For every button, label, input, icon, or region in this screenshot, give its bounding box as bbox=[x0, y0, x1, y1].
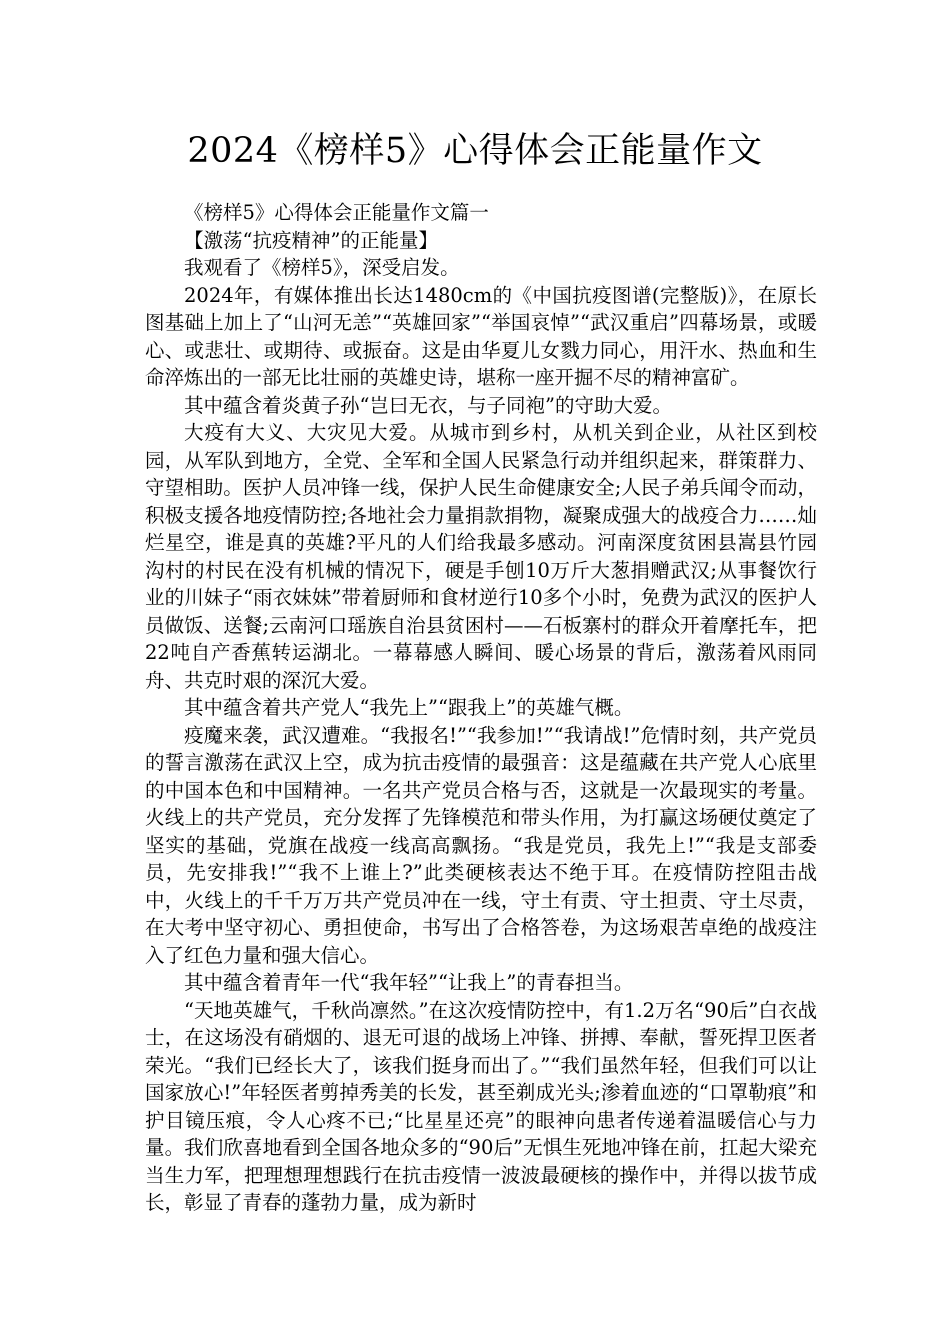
body-paragraph: 其中蕴含着青年一代“我年轻”“让我上”的青春担当。 bbox=[184, 971, 634, 994]
body-paragraph: 其中蕴含着炎黄子孙“岂曰无衣，与子同袍”的守助大爱。 bbox=[184, 393, 672, 417]
document-title: 2024《榜样5》心得体会正能量作文 bbox=[187, 131, 763, 171]
body-paragraph: “天地英雄气，千秋尚凛然。”在这次疫情防控中，有1.2万名“90后”白衣战士，在这场没有硝烟的、退无可退的战场上冲锋、拼搏、奉献，誓死捍卫医者荣光。“我们已经长大了，该我们挺身而出了。”“我们虽然年轻，但我们可以让国家放心!”年轻医者剪掉秀美的长发，甚至剃成光头;渗着血迹的“口罩勒痕”和护目镜压痕，令人心疼不已;“比星星还亮”的眼神向患者传递着温暖信心与力量。我们欣喜地看到全国各地众多的“90后”无惧生死地冲锋在前，扛起大梁充当生力军，把理想理想践行在抗击疫情一波波最硬核的操作中，并得以拔节成长，彰显了青春的蓬勃力量，成为新时 bbox=[145, 998, 817, 1214]
body-paragraph: 大疫有大义、大灾见大爱。从城市到乡村，从机关到企业，从社区到校园，从军队到地方，全党、全军和全国人民紧急行动并组织起来，群策群力、守望相助。医护人员冲锋一线，保护人民生命健康安全;人民子弟兵闻令而动，积极支援各地疫情防控;各地社会力量捐款捐物，凝聚成强大的战疫合力……灿烂星空，谁是真的英雄?平凡的人们给我最多感动。河南深度贫困县嵩县竹园沟村的村民在没有机械的情况下，硬是手刨10万斤大葱捐赠武汉;从事餐饮行业的川妹子“雨衣妹妹”带着厨师和食材逆行10多个小时，免费为武汉的医护人员做饭、送餐;云南河口瑶族自治县贫困村——石板寨村的群众开着摩托车，把22吨自产香蕉转运湖北。一幕幕感人瞬间、暖心场景的背后，激荡着风雨同舟、共克时艰的深沉大爱。 bbox=[145, 421, 817, 692]
document-body bbox=[145, 199, 817, 1217]
section-subheading: 【激荡“抗疫精神”的正能量】 bbox=[184, 228, 438, 252]
body-paragraph: 其中蕴含着共产党人“我先上”“跟我上”的英雄气概。 bbox=[184, 696, 634, 719]
section-heading: 《榜样5》心得体会正能量作文篇一 bbox=[184, 201, 489, 224]
body-paragraph: 我观看了《榜样5》，深受启发。 bbox=[184, 256, 460, 279]
body-paragraph: 2024年，有媒体推出长达1480cm的《中国抗疫图谱(完整版)》，在原长图基础上加上了“山河无恙”“英雄回家”“举国哀悼”“武汉重启”四幕场景，或暖心、或悲壮、或期待、或振奋。这是由华夏儿女戮力同心，用汗水、热血和生命淬炼出的一部无比壮丽的英雄史诗，堪称一座开掘不尽的精神富矿。 bbox=[145, 283, 817, 389]
body-paragraph: 疫魔来袭，武汉遭难。“我报名!”“我参加!”“我请战!”危情时刻，共产党员的誓言激荡在武汉上空，成为抗击疫情的最强音：这是蕴藏在共产党人心底里的中国本色和中国精神。一名共产党员合格与否，这就是一次最现实的考量。火线上的共产党员，充分发挥了先锋模范和带头作用，为打赢这场硬仗奠定了坚实的基础，党旗在战疫一线高高飘扬。“我是党员，我先上!”“我是支部委员，先安排我!”“我不上谁上?”此类硬核表达不绝于耳。在疫情防控阻击战中，火线上的千千万万共产党员冲在一线，守土有责、守土担责、守土尽责，在大考中坚守初心、勇担使命，书写出了合格答卷，为这场艰苦卓绝的战疫注入了红色力量和强大信心。 bbox=[145, 723, 817, 967]
